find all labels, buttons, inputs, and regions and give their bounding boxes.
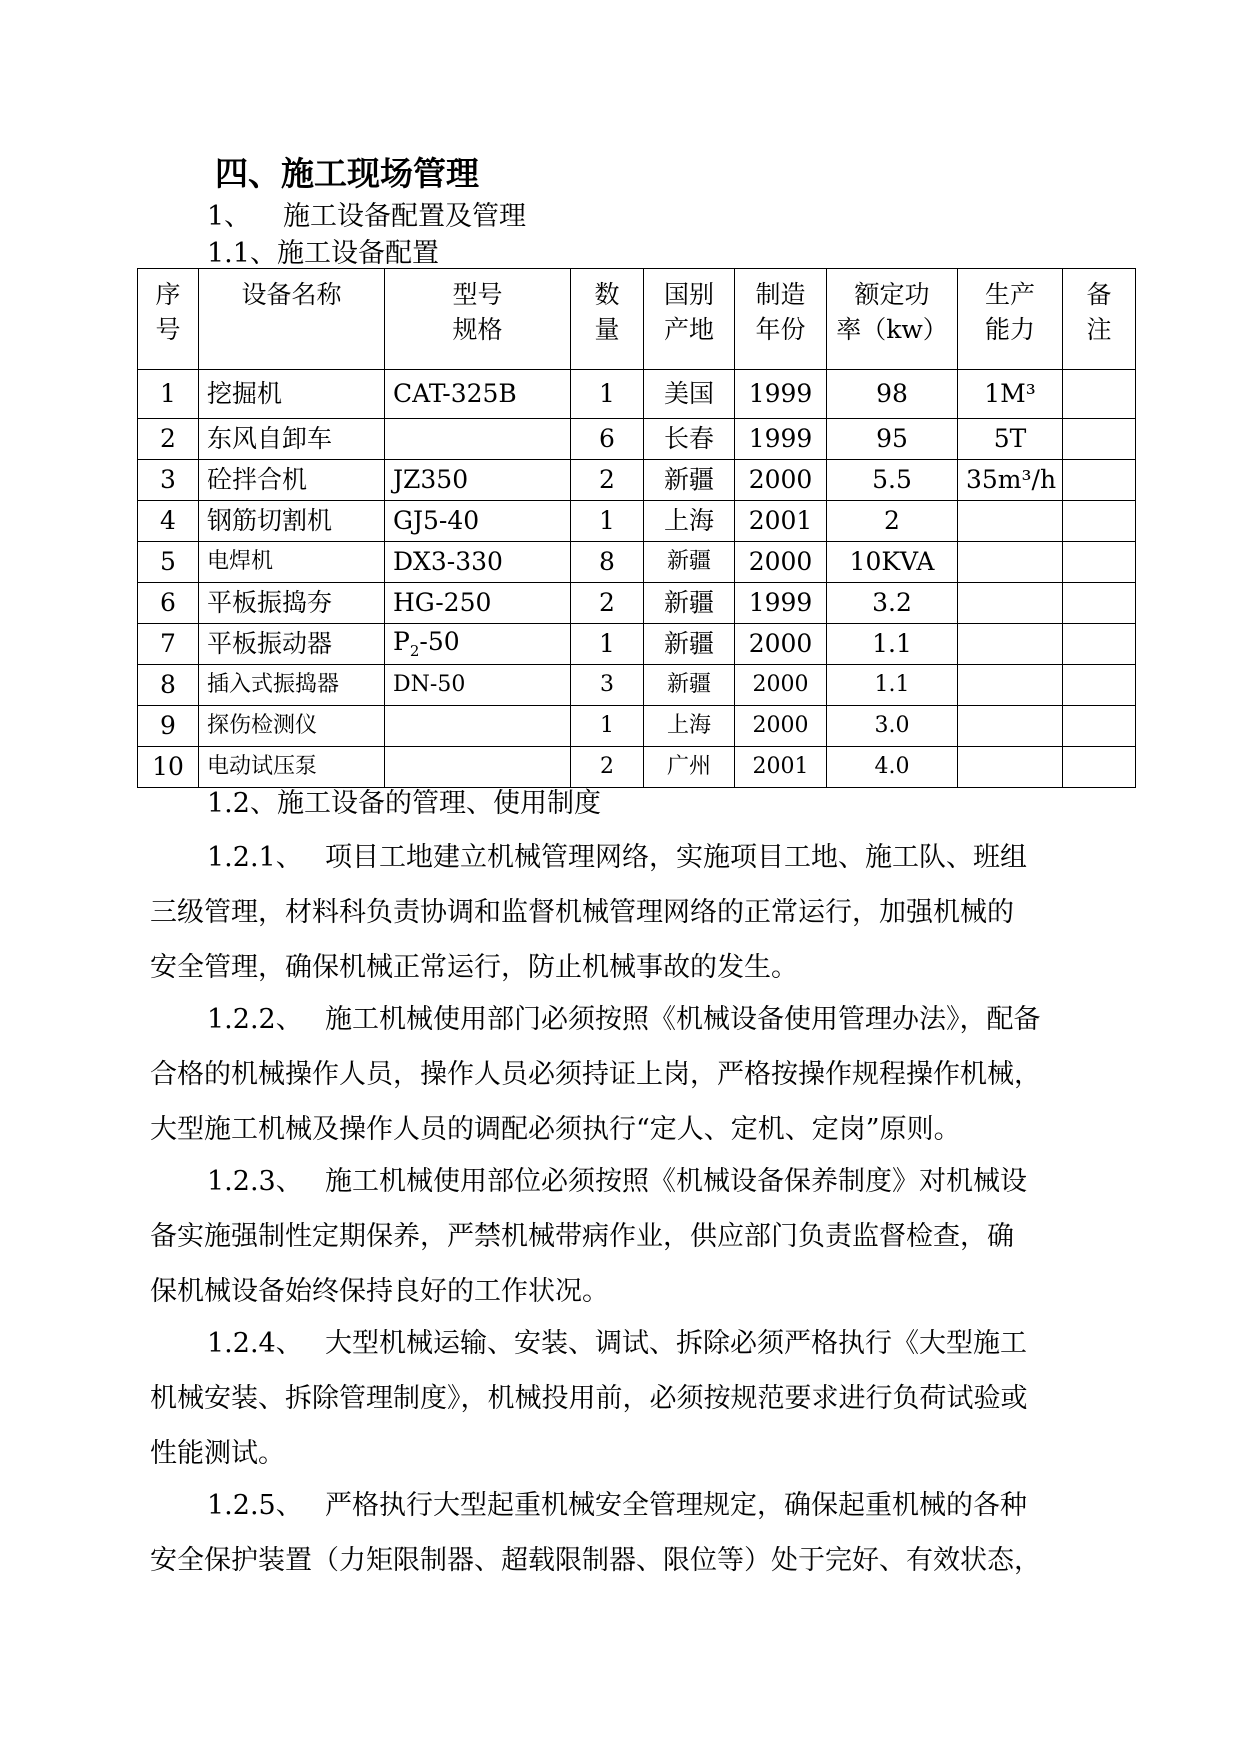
header-cell-year: 制造 年份 [735, 269, 827, 370]
paragraph-line: 大型施工机械及操作人员的调配必须执行“定人、定机、定岗”原则。 [150, 1114, 961, 1145]
paragraph-line: 性能测试。 [150, 1438, 285, 1469]
cell-model: CAT-325B [385, 370, 571, 419]
paragraph-line: 保机械设备始终保持良好的工作状况。 [150, 1276, 609, 1307]
cell-origin: 长春 [644, 419, 735, 460]
header-cell-power: 额定功 率（kw） [827, 269, 958, 370]
cell-note [1063, 542, 1136, 583]
cell-year: 2000 [735, 624, 827, 665]
header-cell-qty: 数 量 [571, 269, 644, 370]
cell-year: 1999 [735, 419, 827, 460]
cell-name: 探伤检测仪 [199, 706, 385, 747]
cell-name: 电焊机 [199, 542, 385, 583]
cell-power: 98 [827, 370, 958, 419]
header-cell-model: 型号 规格 [385, 269, 571, 370]
table-row [138, 583, 1136, 624]
cell-name: 砼拌合机 [199, 460, 385, 501]
cell-model [385, 706, 571, 747]
cell-name: 挖掘机 [199, 370, 385, 419]
paragraph-1-2-4 [150, 1316, 1090, 1481]
cell-capacity [958, 501, 1063, 542]
section-title: 四、施工现场管理 [215, 154, 479, 193]
subsection-number: 1、 [207, 201, 252, 232]
cell-no: 3 [138, 460, 199, 501]
cell-capacity: 35m³/h [958, 460, 1063, 501]
cell-origin: 上海 [644, 501, 735, 542]
cell-name: 平板振动器 [199, 624, 385, 665]
cell-model: DN-50 [385, 665, 571, 706]
cell-origin: 美国 [644, 370, 735, 419]
paragraph-1-2-5 [150, 1478, 1090, 1588]
cell-year: 2000 [735, 706, 827, 747]
cell-qty: 8 [571, 542, 644, 583]
cell-model [385, 419, 571, 460]
subsubsection-heading-1-2: 1.2、施工设备的管理、使用制度 [207, 788, 601, 819]
cell-year: 2001 [735, 501, 827, 542]
cell-power: 3.2 [827, 583, 958, 624]
cell-qty: 2 [571, 583, 644, 624]
cell-year: 2000 [735, 542, 827, 583]
cell-no: 10 [138, 747, 199, 788]
cell-no: 7 [138, 624, 199, 665]
paragraph-line: 1.2.5、 严格执行大型起重机械安全管理规定，确保起重机械的各种 [207, 1490, 1027, 1521]
cell-origin: 广州 [644, 747, 735, 788]
table-row [138, 460, 1136, 501]
cell-power: 3.0 [827, 706, 958, 747]
header-cell-name: 设备名称 [199, 269, 385, 370]
cell-power: 10KVA [827, 542, 958, 583]
header-cell-note: 备 注 [1063, 269, 1136, 370]
cell-capacity [958, 583, 1063, 624]
paragraph-line: 1.2.4、 大型机械运输、安装、调试、拆除必须严格执行《大型施工 [207, 1328, 1027, 1359]
paragraph-line: 1.2.1、 项目工地建立机械管理网络，实施项目工地、施工队、班组 [207, 842, 1027, 873]
header-cell-capacity: 生产 能力 [958, 269, 1063, 370]
cell-note [1063, 370, 1136, 419]
cell-qty: 1 [571, 706, 644, 747]
subsection-heading [207, 194, 526, 233]
cell-model: GJ5-40 [385, 501, 571, 542]
cell-qty: 3 [571, 665, 644, 706]
subsubsection-heading: 1.1、施工设备配置 [207, 238, 439, 269]
cell-note [1063, 583, 1136, 624]
cell-name: 东风自卸车 [199, 419, 385, 460]
cell-qty: 2 [571, 460, 644, 501]
cell-year: 2000 [735, 460, 827, 501]
table-row [138, 624, 1136, 665]
table-row [138, 419, 1136, 460]
cell-power: 1.1 [827, 665, 958, 706]
cell-name: 平板振捣夯 [199, 583, 385, 624]
cell-year: 1999 [735, 583, 827, 624]
cell-note [1063, 501, 1136, 542]
cell-origin: 新疆 [644, 542, 735, 583]
cell-power: 4.0 [827, 747, 958, 788]
cell-note [1063, 706, 1136, 747]
cell-no: 8 [138, 665, 199, 706]
table-row [138, 706, 1136, 747]
cell-qty: 1 [571, 501, 644, 542]
paragraph-line: 1.2.3、 施工机械使用部位必须按照《机械设备保养制度》对机械设 [207, 1166, 1027, 1197]
table-row [138, 542, 1136, 583]
cell-power: 2 [827, 501, 958, 542]
cell-capacity [958, 665, 1063, 706]
paragraph-line: 合格的机械操作人员，操作人员必须持证上岗，严格按操作规程操作机械， [150, 1059, 1041, 1090]
cell-qty: 6 [571, 419, 644, 460]
paragraph-line: 安全保护装置（力矩限制器、超载限制器、限位等）处于完好、有效状态， [150, 1545, 1041, 1576]
cell-origin: 新疆 [644, 665, 735, 706]
paragraph-line: 三级管理，材料科负责协调和监督机械管理网络的正常运行，加强机械的 [150, 897, 1014, 928]
cell-year: 1999 [735, 370, 827, 419]
paragraph-line: 机械安装、拆除管理制度》，机械投用前，必须按规范要求进行负荷试验或 [150, 1383, 1028, 1414]
cell-year: 2000 [735, 665, 827, 706]
cell-note [1063, 624, 1136, 665]
equipment-table [137, 268, 1136, 788]
cell-power: 95 [827, 419, 958, 460]
paragraph-line: 备实施强制性定期保养，严禁机械带病作业，供应部门负责监督检查，确 [150, 1221, 1014, 1252]
cell-qty: 1 [571, 370, 644, 419]
cell-model: DX3-330 [385, 542, 571, 583]
table-header-row [138, 269, 1136, 370]
table-row [138, 665, 1136, 706]
paragraph-1-2-1 [150, 830, 1090, 995]
cell-no: 6 [138, 583, 199, 624]
table-row [138, 501, 1136, 542]
cell-name: 插入式振捣器 [199, 665, 385, 706]
cell-no: 5 [138, 542, 199, 583]
cell-name: 钢筋切割机 [199, 501, 385, 542]
cell-origin: 上海 [644, 706, 735, 747]
cell-model: JZ350 [385, 460, 571, 501]
cell-model: $P_2-50$ [385, 624, 571, 665]
cell-no: 9 [138, 706, 199, 747]
cell-note [1063, 419, 1136, 460]
paragraph-line: 安全管理，确保机械正常运行，防止机械事故的发生。 [150, 952, 798, 983]
table-row [138, 370, 1136, 419]
cell-no: 4 [138, 501, 199, 542]
cell-no: 2 [138, 419, 199, 460]
cell-qty: 1 [571, 624, 644, 665]
cell-origin: 新疆 [644, 583, 735, 624]
cell-origin: 新疆 [644, 624, 735, 665]
cell-note [1063, 665, 1136, 706]
cell-qty: 2 [571, 747, 644, 788]
cell-capacity [958, 706, 1063, 747]
cell-capacity [958, 542, 1063, 583]
paragraph-1-2-3 [150, 1154, 1090, 1319]
cell-capacity: 5T [958, 419, 1063, 460]
cell-model: HG-250 [385, 583, 571, 624]
cell-capacity [958, 624, 1063, 665]
cell-year: 2001 [735, 747, 827, 788]
header-cell-origin: 国别 产地 [644, 269, 735, 370]
header-cell-no: 序 号 [138, 269, 199, 370]
paragraph-1-2-2 [150, 992, 1090, 1157]
cell-note [1063, 460, 1136, 501]
paragraph-line: 1.2.2、 施工机械使用部门必须按照《机械设备使用管理办法》，配备 [207, 1004, 1041, 1035]
cell-power: 1.1 [827, 624, 958, 665]
cell-name: 电动试压泵 [199, 747, 385, 788]
subsection-text: 施工设备配置及管理 [283, 201, 526, 232]
cell-capacity: 1M³ [958, 370, 1063, 419]
cell-origin: 新疆 [644, 460, 735, 501]
cell-power: 5.5 [827, 460, 958, 501]
cell-no: 1 [138, 370, 199, 419]
